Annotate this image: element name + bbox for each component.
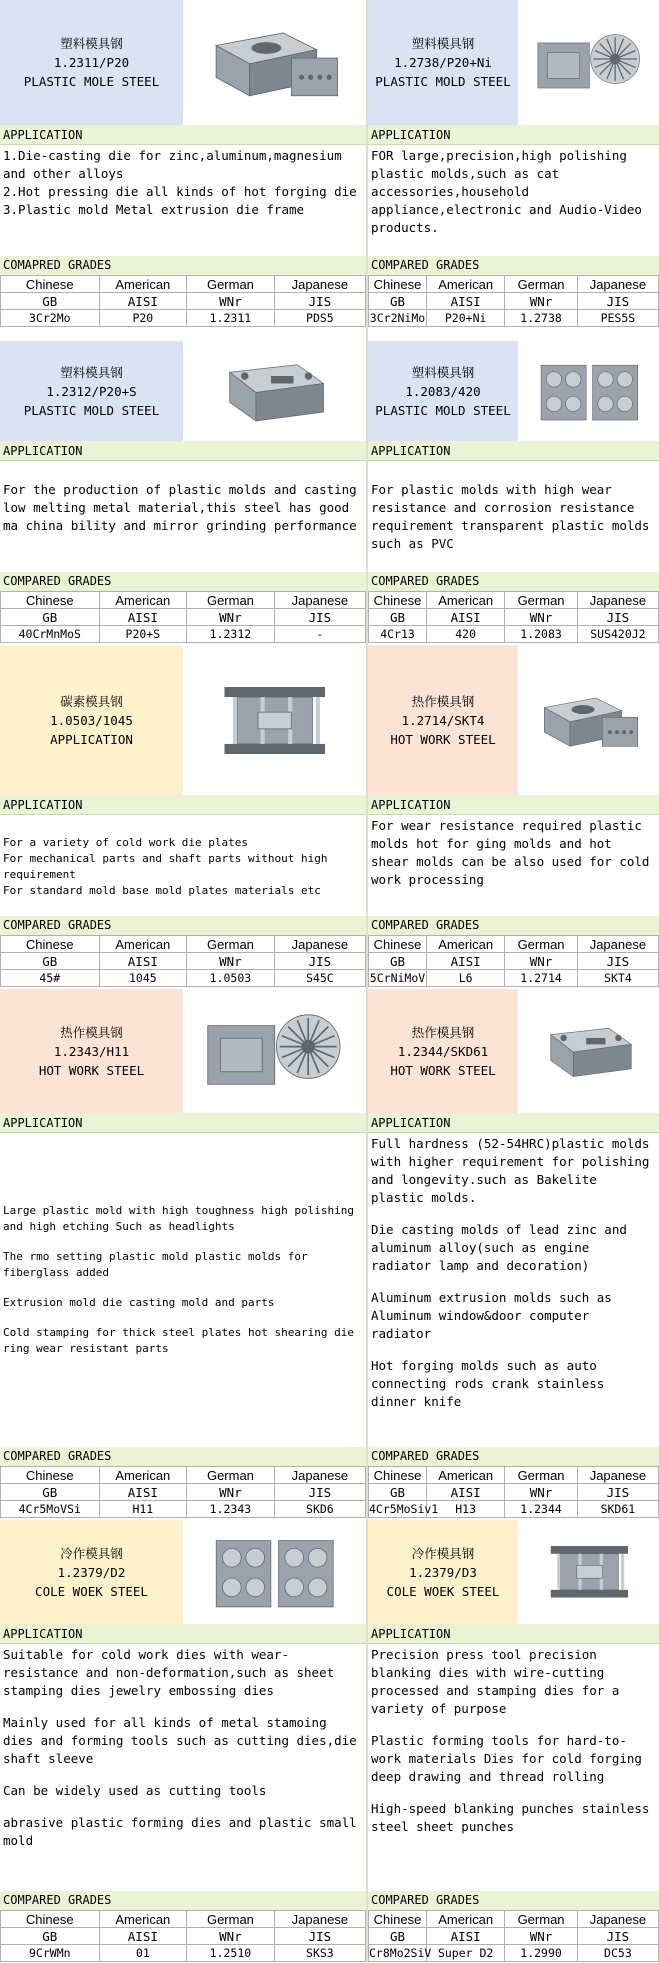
steel-name-en: PLASTIC MOLD STEEL — [375, 74, 511, 89]
grade-header-cell: Chinese — [1, 936, 100, 953]
application-text — [0, 1133, 366, 1453]
steel-title — [368, 989, 518, 1113]
grade-header-cell: Chinese — [369, 592, 427, 609]
paragraph-gap — [371, 1786, 656, 1800]
grade-value-cell: 4Cr13 — [369, 626, 427, 643]
grade-header-cell: American — [427, 1467, 505, 1484]
grade-standard-cell: AISI — [99, 609, 187, 626]
steel-title — [0, 0, 183, 125]
steel-grade: 1.2312/P20+S — [46, 383, 137, 399]
steel-title — [0, 989, 183, 1113]
grades-table — [368, 591, 659, 643]
grade-standard-cell: AISI — [99, 293, 187, 310]
grade-standard-cell: GB — [1, 1928, 100, 1945]
steel-title — [368, 341, 518, 441]
plastic-mold-icon — [183, 0, 366, 125]
grade-standard-cell: WNr — [505, 293, 578, 310]
grades-row — [369, 1928, 659, 1945]
application-label: APPLICATION — [0, 441, 366, 461]
steel-title — [368, 0, 518, 125]
grade-header-cell: German — [505, 936, 578, 953]
grade-value-cell: Super D2 — [427, 1945, 505, 1962]
grade-header-cell: American — [99, 1911, 187, 1928]
grades-table — [0, 935, 366, 987]
grade-value-cell: SKD61 — [577, 1501, 658, 1518]
compared-grades — [368, 1447, 659, 1515]
hot-work-die-icon — [518, 989, 659, 1113]
grade-standard-cell: AISI — [99, 1484, 187, 1501]
grade-value-cell: SKS3 — [274, 1945, 365, 1962]
grade-standard-cell: GB — [369, 609, 427, 626]
grade-value-cell: 1.2510 — [187, 1945, 275, 1962]
grade-standard-cell: GB — [1, 293, 100, 310]
grade-standard-cell: GB — [1, 609, 100, 626]
application-line: For the production of plastic molds and casting low melting metal material,this steel has good ma china bility and mirror grinding performance — [3, 482, 357, 533]
compared-grades — [368, 256, 659, 324]
steel-title — [0, 1520, 183, 1624]
grade-standard-cell: JIS — [577, 1928, 658, 1945]
grade-value-cell: SKD6 — [274, 1501, 365, 1518]
steel-grade: 1.0503/1045 — [50, 712, 133, 728]
application-line: For plastic molds with high wear resistance and corrosion resistance requirement transparent plastic molds such as PVC — [371, 482, 650, 551]
application-text — [368, 1644, 659, 1898]
compared-grades-label: COMPARED GRADES — [0, 1891, 366, 1910]
grades-row — [1, 592, 366, 609]
grades-table — [0, 1466, 366, 1518]
grade-value-cell: H13 — [427, 1501, 505, 1518]
grade-standard-cell: AISI — [427, 293, 505, 310]
grade-header-cell: Japanese — [274, 936, 365, 953]
steel-name-cn: 碳素模具钢 — [60, 693, 123, 709]
steel-header — [0, 0, 366, 125]
grades-table — [368, 1910, 659, 1962]
grade-value-cell: SKT4 — [577, 970, 658, 987]
grades-row — [369, 1467, 659, 1484]
grade-header-cell: American — [427, 276, 505, 293]
application-line: Aluminum extrusion molds such as Aluminum window&door computer radiator — [371, 1290, 612, 1341]
compared-grades-label: COMPARED GRADES — [0, 572, 366, 591]
grade-header-cell: Japanese — [577, 1467, 658, 1484]
compared-grades — [0, 572, 366, 640]
paragraph-gap — [371, 1275, 656, 1289]
grades-row — [1, 1928, 366, 1945]
application-line: For a variety of cold work die plates — [3, 836, 249, 849]
grade-header-cell: American — [99, 276, 187, 293]
grades-row — [369, 293, 659, 310]
grade-value-cell: 1.2344 — [505, 1501, 578, 1518]
grade-standard-cell: JIS — [274, 293, 365, 310]
grade-value-cell: 5CrNiMoV — [369, 970, 426, 985]
application-line: Cold stamping for thick steel plates hot shearing die ring wear resistant parts — [3, 1326, 354, 1355]
application-line: Full hardness (52-54HRC)plastic molds with higher requirement for polishing and longevity.such as Bakelite plastic molds. — [371, 1136, 650, 1205]
application-line: 1.Die-casting die for zinc,aluminum,magnesium and other alloys — [3, 148, 342, 181]
steel-name-en: APPLICATION — [50, 731, 133, 747]
steel-name-cn: 塑料模具钢 — [411, 36, 475, 51]
steel-header — [368, 645, 659, 795]
grade-value-cell: P20 — [99, 310, 187, 327]
paragraph-gap — [371, 1343, 656, 1357]
grade-header-cell: Chinese — [369, 1467, 427, 1484]
grade-standard-cell: WNr — [187, 1928, 275, 1945]
grade-header-cell: Chinese — [369, 276, 427, 293]
steel-name-en: HOT WORK STEEL — [390, 731, 496, 747]
application-line: Extrusion mold die casting mold and parts — [3, 1296, 275, 1309]
grade-header-cell: German — [187, 276, 275, 293]
grades-table — [368, 275, 659, 327]
grade-standard-cell: WNr — [187, 953, 275, 970]
steel-title — [0, 341, 183, 441]
application-line: For wear resistance required plastic molds hot for ging molds and hot shear molds can be also used for cold work processing — [371, 818, 650, 887]
grade-value-cell: - — [274, 626, 365, 643]
application-label: APPLICATION — [368, 125, 659, 145]
steel-header — [368, 341, 659, 441]
grade-header-cell: German — [187, 592, 275, 609]
steel-header — [368, 0, 659, 125]
compared-grades-label: COMPARED GRADES — [368, 1447, 659, 1466]
grade-header-cell: American — [99, 936, 187, 953]
grade-standard-cell: AISI — [427, 1484, 505, 1501]
paragraph-gap — [3, 1768, 363, 1782]
grade-value-cell: 420 — [427, 626, 505, 643]
grade-header-cell: German — [505, 592, 578, 609]
grade-value-cell: 4Cr5MoVSi — [1, 1501, 100, 1518]
grade-value-cell: 40CrMnMoS — [1, 626, 100, 643]
grades-row — [369, 970, 659, 987]
application-label: APPLICATION — [0, 1113, 366, 1133]
grade-header-cell: Chinese — [1, 592, 100, 609]
application-line: Precision press tool precision blanking dies with wire-cutting processed and stamping dies for a variety of purpose — [371, 1647, 620, 1716]
grade-value-cell: S45C — [274, 970, 365, 987]
grade-value-cell: SUS420J2 — [577, 626, 658, 643]
grades-table — [0, 1910, 366, 1962]
steel-grade: 1.2083/420 — [405, 383, 481, 399]
grade-standard-cell: JIS — [577, 1484, 658, 1501]
grades-row — [1, 936, 366, 953]
grade-standard-cell: GB — [1, 1484, 100, 1501]
paragraph-gap — [3, 1235, 363, 1249]
grade-value-cell: 45# — [1, 970, 100, 987]
grades-row — [1, 626, 366, 643]
steel-grade: 1.2311/P20 — [53, 55, 130, 70]
grade-value-cell: 1.2083 — [505, 626, 578, 643]
grade-standard-cell: GB — [369, 293, 427, 310]
grade-standard-cell: AISI — [99, 953, 187, 970]
grade-value-cell: 1.2311 — [187, 310, 275, 327]
grade-value-cell: P20+Ni — [427, 310, 505, 327]
grade-header-cell: Japanese — [274, 592, 365, 609]
grades-row — [369, 936, 659, 953]
grade-value-cell: 1.0503 — [187, 970, 275, 987]
steel-grade: 1.2379/D2 — [57, 1564, 126, 1580]
grade-standard-cell: AISI — [427, 1928, 505, 1945]
grade-value-cell: 3Cr2Mo — [1, 310, 100, 327]
grade-standard-cell: WNr — [505, 609, 578, 626]
compared-grades-label: COMAPRED GRADES — [0, 256, 366, 275]
grade-standard-cell: JIS — [274, 609, 365, 626]
application-text — [0, 145, 366, 263]
mold-assembly-icon — [518, 341, 659, 441]
grade-header-cell: German — [505, 276, 578, 293]
application-label: APPLICATION — [0, 795, 366, 815]
application-line: For mechanical parts and shaft parts without high requirement — [3, 852, 328, 881]
compared-grades — [368, 572, 659, 640]
grades-row — [369, 953, 659, 970]
steel-name-cn: 热作模具钢 — [411, 693, 475, 709]
grades-row — [369, 1501, 659, 1518]
grades-row — [1, 1911, 366, 1928]
grades-row — [1, 276, 366, 293]
grades-table — [0, 591, 366, 643]
paragraph-gap — [371, 1207, 656, 1221]
grade-standard-cell: WNr — [187, 293, 275, 310]
compared-grades-label: COMPARED GRADES — [368, 572, 659, 591]
grade-value-cell: 3Cr2NiMo — [369, 310, 426, 325]
grade-standard-cell: WNr — [187, 1484, 275, 1501]
steel-name-cn: 塑料模具钢 — [60, 364, 123, 380]
compared-grades — [0, 1891, 366, 1959]
application-text — [0, 461, 366, 575]
steel-header — [368, 989, 659, 1113]
grade-standard-cell: GB — [1, 953, 100, 970]
application-label: APPLICATION — [368, 441, 659, 461]
grade-value-cell: 1045 — [99, 970, 187, 987]
grade-header-cell: Chinese — [1, 1911, 100, 1928]
compared-grades-label: COMPARED GRADES — [368, 1891, 659, 1910]
compared-grades — [0, 1447, 366, 1515]
grade-value-cell: 4Cr5MoSiv1 — [369, 1501, 439, 1516]
steel-header — [0, 1520, 366, 1624]
steel-name-cn: 冷作模具钢 — [411, 1545, 475, 1561]
steel-name-en: PLASTIC MOLE STEEL — [23, 74, 160, 89]
grade-standard-cell: JIS — [577, 293, 658, 310]
compared-grades-label: COMPARED GRADES — [0, 916, 366, 935]
grade-standard-cell: JIS — [274, 1928, 365, 1945]
steel-header — [0, 645, 366, 795]
grades-table — [368, 1466, 659, 1518]
grades-row — [369, 609, 659, 626]
steel-title — [368, 645, 518, 795]
grade-header-cell: Japanese — [274, 1467, 365, 1484]
mold-block-icon — [183, 341, 366, 441]
application-text — [0, 815, 366, 915]
grade-standard-cell: GB — [369, 1484, 427, 1501]
steel-name-en: PLASTIC MOLD STEEL — [375, 402, 511, 418]
steel-name-en: HOT WORK STEEL — [390, 1062, 496, 1078]
paragraph-gap — [3, 1800, 363, 1814]
grades-row — [369, 310, 659, 327]
grades-row — [1, 609, 366, 626]
application-text — [368, 145, 659, 263]
application-line: abrasive plastic forming dies and plastic small mold — [3, 1815, 357, 1848]
grades-row — [369, 276, 659, 293]
application-label: APPLICATION — [0, 1624, 366, 1644]
application-line: For standard mold base mold plates materials etc — [3, 884, 321, 897]
grades-row — [369, 1945, 659, 1962]
steel-header — [0, 341, 366, 441]
steel-header — [0, 989, 366, 1113]
steel-grade: 1.2714/SKT4 — [401, 712, 485, 728]
steel-name-cn: 塑料模具钢 — [60, 36, 123, 51]
grades-row — [369, 592, 659, 609]
compared-grades-label: COMPARED GRADES — [368, 916, 659, 935]
application-line: 3.Plastic mold Metal extrusion die frame — [3, 202, 305, 217]
cold-work-die-icon — [183, 1520, 366, 1624]
grade-value-cell: 1.2714 — [505, 970, 578, 987]
application-line: Hot forging molds such as auto connecting rods crank stainless dinner knife — [371, 1358, 605, 1409]
grades-table — [368, 935, 659, 987]
grade-standard-cell: WNr — [505, 1928, 578, 1945]
grade-header-cell: Japanese — [577, 936, 658, 953]
steel-title — [0, 645, 183, 795]
grades-row — [369, 1484, 659, 1501]
grade-standard-cell: WNr — [187, 609, 275, 626]
application-line: High-speed blanking punches stainless steel sheet punches — [371, 1801, 650, 1834]
application-line: 2.Hot pressing die all kinds of hot forging die — [3, 184, 357, 199]
die-set-icon — [183, 989, 366, 1113]
grade-standard-cell: JIS — [577, 953, 658, 970]
application-line: The rmo setting plastic mold plastic molds for fiberglass added — [3, 1250, 308, 1279]
grades-row — [1, 310, 366, 327]
grade-header-cell: American — [99, 592, 187, 609]
paragraph-gap — [3, 1700, 363, 1714]
application-text — [368, 815, 659, 915]
compared-grades — [0, 916, 366, 984]
steel-grade: 1.2738/P20+Ni — [394, 55, 492, 70]
steel-title — [368, 1520, 518, 1624]
grade-value-cell: 1.2738 — [505, 310, 578, 327]
grade-standard-cell: AISI — [427, 609, 505, 626]
grades-row — [1, 1501, 366, 1518]
grade-header-cell: Japanese — [577, 276, 658, 293]
grades-table — [0, 275, 366, 327]
grade-value-cell: 9CrWMn — [1, 1945, 100, 1962]
compared-grades — [368, 1891, 659, 1959]
grades-row — [1, 970, 366, 987]
four-cavity-mold-icon — [183, 645, 366, 795]
grade-header-cell: Chinese — [369, 1911, 427, 1928]
grade-header-cell: German — [505, 1467, 578, 1484]
grade-header-cell: Japanese — [274, 1911, 365, 1928]
paragraph-gap — [3, 1281, 363, 1295]
grade-standard-cell: JIS — [577, 609, 658, 626]
application-line: Suitable for cold work dies with wear-resistance and non-deformation,such as sheet stamping dies jewelry embossing dies — [3, 1647, 335, 1698]
grade-value-cell: PDS5 — [274, 310, 365, 327]
column-divider — [366, 0, 368, 1963]
grade-standard-cell: WNr — [505, 953, 578, 970]
steel-name-en: COLE WOEK STEEL — [386, 1583, 500, 1599]
grades-row — [1, 1467, 366, 1484]
grades-row — [1, 1945, 366, 1962]
steel-name-en: HOT WORK STEEL — [38, 1062, 145, 1078]
grades-row — [1, 293, 366, 310]
application-label: APPLICATION — [368, 1624, 659, 1644]
grade-standard-cell: WNr — [505, 1484, 578, 1501]
grade-standard-cell: JIS — [274, 953, 365, 970]
grade-header-cell: German — [187, 936, 275, 953]
grade-header-cell: Chinese — [369, 936, 427, 953]
grades-row — [369, 1911, 659, 1928]
steel-name-cn: 热作模具钢 — [60, 1024, 123, 1040]
application-line: Large plastic mold with high toughness high polishing and high etching Such as headlights — [3, 1204, 354, 1233]
grade-header-cell: German — [187, 1911, 275, 1928]
grade-header-cell: Japanese — [577, 592, 658, 609]
grade-header-cell: Japanese — [274, 276, 365, 293]
grade-header-cell: American — [427, 936, 505, 953]
steel-name-cn: 塑料模具钢 — [411, 364, 475, 380]
grades-row — [369, 626, 659, 643]
steel-name-cn: 热作模具钢 — [411, 1024, 475, 1040]
grade-standard-cell: AISI — [427, 953, 505, 970]
application-text — [368, 1133, 659, 1453]
grade-value-cell: DC53 — [577, 1945, 658, 1962]
application-line: Die casting molds of lead zinc and aluminum alloy(such as engine radiator lamp and decoration) — [371, 1222, 627, 1273]
compared-grades-label: COMPARED GRADES — [0, 1447, 366, 1466]
grade-header-cell: German — [187, 1467, 275, 1484]
grades-row — [1, 953, 366, 970]
grade-value-cell: 01 — [99, 1945, 187, 1962]
application-label: APPLICATION — [368, 795, 659, 815]
grade-header-cell: American — [427, 1911, 505, 1928]
grade-value-cell: L6 — [427, 970, 505, 987]
grade-value-cell: H11 — [99, 1501, 187, 1518]
application-line: Can be widely used as cutting tools — [3, 1783, 267, 1798]
steel-grade: 1.2379/D3 — [409, 1564, 477, 1580]
grade-header-cell: American — [99, 1467, 187, 1484]
grade-header-cell: American — [427, 592, 505, 609]
grade-value-cell: 1.2990 — [505, 1945, 578, 1962]
application-text — [0, 1644, 366, 1898]
compared-grades — [368, 916, 659, 984]
grade-standard-cell: GB — [369, 1928, 427, 1945]
grade-standard-cell: JIS — [274, 1484, 365, 1501]
grade-value-cell: P20+S — [99, 626, 187, 643]
grade-standard-cell: GB — [369, 953, 427, 970]
application-label: APPLICATION — [368, 1113, 659, 1133]
grade-value-cell: 1.2343 — [187, 1501, 275, 1518]
application-line: Mainly used for all kinds of metal stamoing dies and forming tools such as cutting dies,die shaft sleeve — [3, 1715, 357, 1766]
grade-header-cell: Chinese — [1, 276, 100, 293]
compared-grades-label: COMPARED GRADES — [368, 256, 659, 275]
paragraph-gap — [371, 1718, 656, 1732]
grade-value-cell: PES5S — [577, 310, 658, 327]
steel-name-en: COLE WOEK STEEL — [35, 1583, 148, 1599]
steel-header — [368, 1520, 659, 1624]
paragraph-gap — [3, 1311, 363, 1325]
application-line: Plastic forming tools for hard-to-work materials Dies for cold forging deep drawing and thread rolling — [371, 1733, 642, 1784]
hot-work-mold-icon — [518, 645, 659, 795]
application-label: APPLICATION — [0, 125, 366, 145]
steel-name-cn: 冷作模具钢 — [60, 1545, 123, 1561]
steel-grade: 1.2343/H11 — [53, 1043, 130, 1059]
application-text — [368, 461, 659, 575]
grade-header-cell: Chinese — [1, 1467, 100, 1484]
compared-grades — [0, 256, 366, 324]
grades-row — [1, 1484, 366, 1501]
grade-standard-cell: AISI — [99, 1928, 187, 1945]
grade-header-cell: Japanese — [577, 1911, 658, 1928]
mold-with-wheel-icon — [518, 0, 659, 125]
grade-value-cell: 1.2312 — [187, 626, 275, 643]
steel-name-en: PLASTIC MOLD STEEL — [23, 402, 160, 418]
grade-value-cell: Cr8Mo2SiV — [369, 1945, 432, 1960]
application-line: FOR large,precision,high polishing plastic molds,such as cat accessories,household appliance,electronic and Audio-Video products. — [371, 148, 642, 235]
grade-header-cell: German — [505, 1911, 578, 1928]
stamping-die-icon — [518, 1520, 659, 1624]
steel-grade: 1.2344/SKD61 — [397, 1043, 489, 1059]
